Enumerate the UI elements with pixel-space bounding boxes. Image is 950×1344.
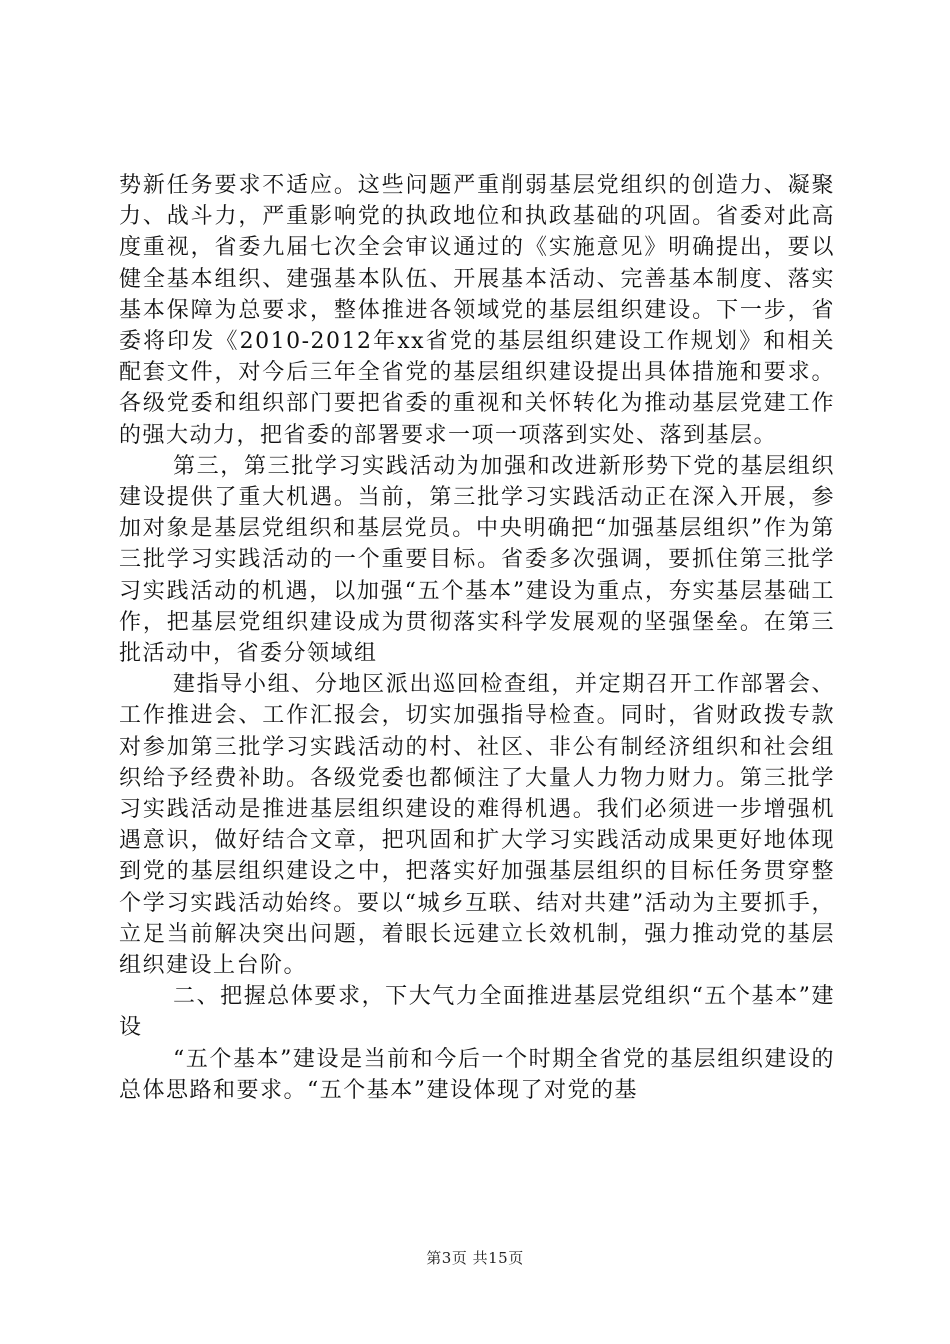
page-number-footer: 第3页 共15页 xyxy=(426,1249,524,1267)
paragraph-continuation: 势新任务要求不适应。这些问题严重削弱基层党组织的创造力、凝聚力、战斗力，严重影响党的执政地位和执政基础的巩固。省委对此高度重视，省委九届七次全会审议通过的《实施意见》明确提出，要以健全基本组织、建强基本队伍、开展基本活动、完善基本制度、落实基本保障为总要求，整体推进各领域党的基层组织建设。下一步，省委将印发《2010-2012年xx省党的基层组织建设工作规划》和相关配套文件，对今后三年全省党的基层组织建设提出具体措施和要求。各级党委和组织部门要把省委的重视和关怀转化为推动基层党建工作的强大动力，把省委的部署要求一项一项落到实处、落到基层。 xyxy=(119,173,835,448)
paragraph-third-point: 第三，第三批学习实践活动为加强和改进新形势下党的基层组织建设提供了重大机遇。当前，第三批学习实践活动正在深入开展，参加对象是基层党组织和基层党员。中央明确把“加强基层组织”作为第三批学习实践活动的一个重要目标。省委多次强调，要抓住第三批学习实践活动的机遇，以加强“五个基本”建设为重点，夯实基层基础工作，把基层党组织建设成为贯彻落实科学发展观的坚强堡垒。在第三批活动中，省委分领域组 xyxy=(119,453,835,667)
section-heading-two: 二、把握总体要求，下大气力全面推进基层党组织“五个基本”建设 xyxy=(119,984,835,1041)
paragraph-guidance-groups: 建指导小组、分地区派出巡回检查组，并定期召开工作部署会、工作推进会、工作汇报会，切实加强指导检查。同时，省财政拨专款对参加第三批学习实践活动的村、社区、非公有制经济组织和社会组织给予经费补助。各级党委也都倾注了大量人力物力财力。第三批学习实践活动是推进基层组织建设的难得机遇。我们必须进一步增强机遇意识，做好结合文章，把巩固和扩大学习实践活动成果更好地体现到党的基层组织建设之中，把落实好加强基层组织的目标任务贯穿整个学习实践活动始终。要以“城乡互联、结对共建”活动为主要抓手，立足当前解决突出问题，着眼长远建立长效机制，强力推动党的基层组织建设上台阶。 xyxy=(119,672,835,979)
paragraph-five-basics: “五个基本”建设是当前和今后一个时期全省党的基层组织建设的总体思路和要求。“五个基本”建设体现了对党的基 xyxy=(119,1046,835,1103)
document-body xyxy=(119,170,835,1106)
